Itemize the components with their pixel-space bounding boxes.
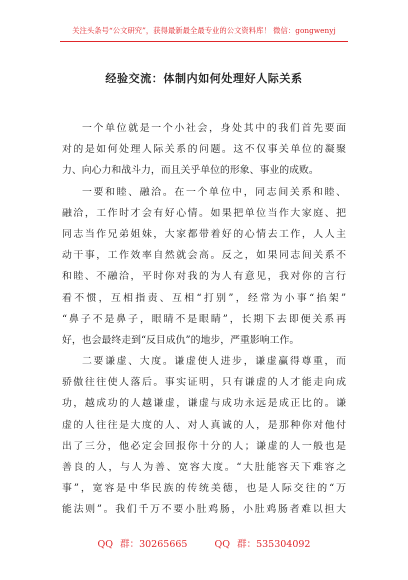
body-text-line: 二要谦虚、大度。谦虚使人进步，谦虚赢得尊重，而 (82, 356, 346, 368)
body-text-line: 看不惯，互相指责、互相“打别”，经常为小事“掐架” (62, 292, 346, 304)
body-text-line: 能法则”。我们千万不要小肚鸡肠，小肚鸡肠者难以担大 (62, 504, 346, 516)
body-text-line: 一要和睦、融洽。在一个单位中，同志间关系和睦、 (82, 186, 346, 198)
body-text-line: 和睦、不融洽，平时你对我的为人有意见，我对你的言行 (62, 271, 346, 283)
body-text-line: 好，也会最终走到“反目成仇”的地步，严重影响工作。 (62, 334, 300, 346)
body-text-line: 动干事，工作效率自然就会高。反之，如果同志间关系不 (62, 250, 346, 262)
body-text-line: 对的是如何处理人际关系的问题。这不仅事关单位的凝聚 (62, 144, 346, 156)
footer-qq-group-1: QQ 群：30265665 (97, 539, 188, 550)
body-text-line: 同志当作兄弟姐妹，大家都带着好的心情去工作，人人主 (62, 228, 346, 240)
body-text-line: 融洽，工作时才会有好心情。如果把单位当作大家庭、把 (62, 207, 346, 219)
body-text-line: 力、向心力和战斗力，而且关乎单位的形象、事业的成败。 (62, 165, 319, 177)
body-text-line: 事”，宽容是中华民族的传统美德，也是人际交往的“万 (62, 483, 346, 495)
body-text-line: 虚的人往往是大度的人、对人真诚的人，是那种你对他付 (62, 419, 346, 431)
footer-qq-group-2: QQ 群：535304092 (214, 539, 311, 550)
footer (0, 536, 408, 550)
document-body (62, 118, 346, 521)
body-text-line: 善良的人，与人为善、宽容大度。“大肚能容天下难容之 (62, 462, 346, 473)
header-divider (60, 41, 348, 42)
body-text-line: 出了三分，他必定会回报你十分的人；谦虚的人一般也是 (62, 440, 346, 452)
body-text-line: 一个单位就是一个小社会，身处其中的我们首先要面 (82, 123, 346, 134)
body-text-line: 骄傲往往使人落后。事实证明，只有谦虚的人才能走向成 (62, 377, 346, 389)
body-text-line: 功，越成功的人越谦虚，谦虚与成功永远是成正比的。谦 (62, 398, 346, 410)
body-text-line: “鼻子不是鼻子，眼睛不是眼睛”，长期下去即便关系再 (62, 313, 346, 325)
header-banner: 关注头条号“公文研究”，获得最新最全最专业的公文资料库！ 微信：gongwenyj (72, 26, 336, 35)
document-title: 经验交流：体制内如何处理好人际关系 (105, 72, 303, 85)
